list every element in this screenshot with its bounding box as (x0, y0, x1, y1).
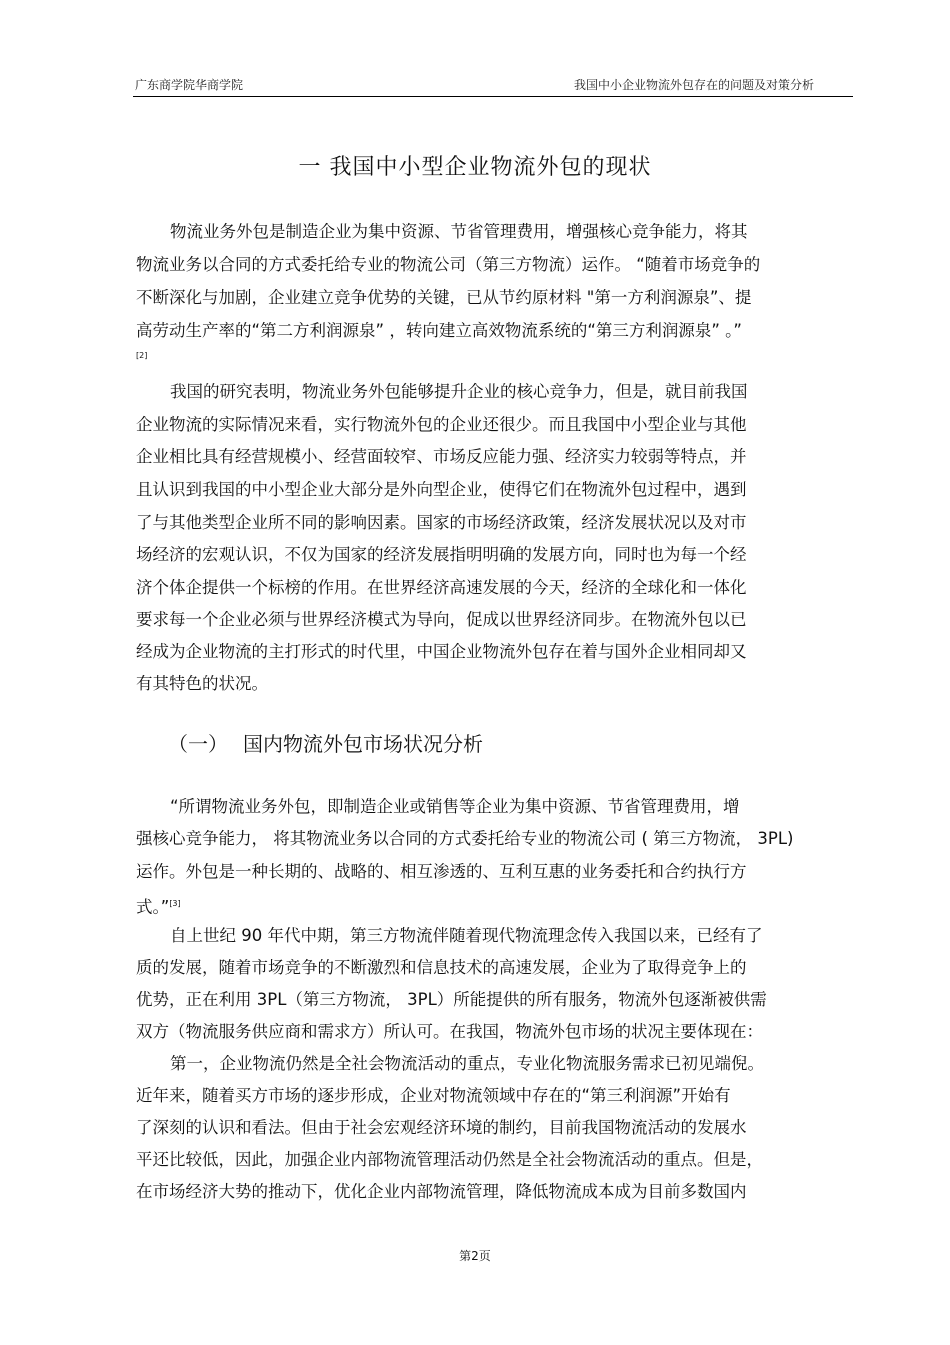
header-left: 广东商学院华商学院 (135, 78, 244, 92)
paragraph-line: 企业相比具有经营规模小、经营面较窄、市场反应能力强、经济实力较弱等特点，并 (136, 447, 747, 466)
section-title: 一 我国中小型企业物流外包的现状 (298, 155, 652, 180)
paragraph-line: 强核心竞争能力， 将其物流业务以合同的方式委托给专业的物流公司 ( 第三方物流， 3PL) (136, 829, 794, 848)
paragraph-line: 要求每一个企业必须与世界经济模式为导向，促成以世界经济同步。在物流外包以已 (136, 610, 747, 629)
paragraph-line: 济个体企提供一个标榜的作用。在世界经济高速发展的今天，经济的全球化和一体化 (136, 578, 747, 597)
paragraph-line: 优势，正在利用 3PL（第三方物流， 3PL）所能提供的所有服务，物流外包逐渐被供需 (136, 990, 767, 1009)
paragraph-line: 运作。外包是一种长期的、战略的、相互渗透的、互利互惠的业务委托和合约执行方 (136, 862, 747, 881)
paragraph-line: 平还比较低，因此，加强企业内部物流管理活动仍然是全社会物流活动的重点。但是， (136, 1150, 763, 1169)
reference-marker: [2] (136, 351, 148, 360)
paragraph-line: 高劳动生产率的“第二方利润源泉” ，转向建立高效物流系统的“第三方利润源泉” 。” (136, 321, 742, 340)
page-number: 第2页 (459, 1249, 491, 1263)
paragraph-line: 物流业务以合同的方式委托给专业的物流公司（第三方物流）运作。 “随着市场竞争的 (136, 255, 761, 274)
subsection-number: （一） (168, 732, 228, 756)
paragraph-line: 场经济的宏观认识，不仅为国家的经济发展指明明确的发展方向，同时也为每一个经 (136, 545, 747, 564)
paragraph-line: 且认识到我国的中小型企业大部分是外向型企业，使得它们在物流外包过程中，遇到 (136, 480, 747, 499)
paragraph-line: 近年来，随着买方市场的逐步形成，企业对物流领域中存在的“第三利润源”开始有 (136, 1086, 731, 1105)
paragraph-line: 第一，企业物流仍然是全社会物流活动的重点，专业化物流服务需求已初见端倪。 (170, 1054, 764, 1073)
paragraph-text: 式。” (136, 897, 170, 917)
paragraph-line: 了深刻的认识和看法。但由于社会宏观经济环境的制约，目前我国物流活动的发展水 (136, 1118, 747, 1137)
paragraph-line: 在市场经济大势的推动下，优化企业内部物流管理，降低物流成本成为目前多数国内 (136, 1182, 747, 1201)
paragraph-line: 自上世纪 90 年代中期，第三方物流伴随着现代物流理念传入我国以来，已经有了 (170, 926, 763, 945)
paragraph-line: 物流业务外包是制造企业为集中资源、节省管理费用，增强核心竞争能力，将其 (170, 222, 748, 241)
reference-marker: [3] (169, 899, 181, 908)
paragraph-line: 经成为企业物流的主打形式的时代里，中国企业物流外包存在着与国外企业相同却又 (136, 642, 747, 661)
paragraph-line: “所谓物流业务外包，即制造企业或销售等企业为集中资源、节省管理费用，增 (170, 797, 740, 816)
paragraph-line: 我国的研究表明，物流业务外包能够提升企业的核心竞争力，但是，就目前我国 (170, 382, 748, 401)
paragraph-line (136, 894, 181, 918)
paragraph-line: 质的发展，随着市场竞争的不断激烈和信息技术的高速发展，企业为了取得竞争上的 (136, 958, 747, 977)
header-right: 我国中小企业物流外包存在的问题及对策分析 (573, 78, 814, 92)
subsection-title (168, 728, 483, 757)
paragraph-line: 了与其他类型企业所不同的影响因素。国家的市场经济政策，经济发展状况以及对市 (136, 513, 747, 532)
paragraph-line: 有其特色的状况。 (136, 674, 268, 693)
paragraph-line: 双方（物流服务供应商和需求方）所认可。在我国，物流外包市场的状况主要体现在： (136, 1022, 763, 1041)
header-rule (133, 96, 853, 97)
paragraph-line: 企业物流的实际情况来看，实行物流外包的企业还很少。而且我国中小型企业与其他 (136, 415, 747, 434)
subsection-text: 国内物流外包市场状况分析 (243, 732, 483, 756)
paragraph-line: 不断深化与加剧，企业建立竞争优势的关键，已从节约原材料 "第一方利润源泉”、提 (136, 288, 752, 307)
